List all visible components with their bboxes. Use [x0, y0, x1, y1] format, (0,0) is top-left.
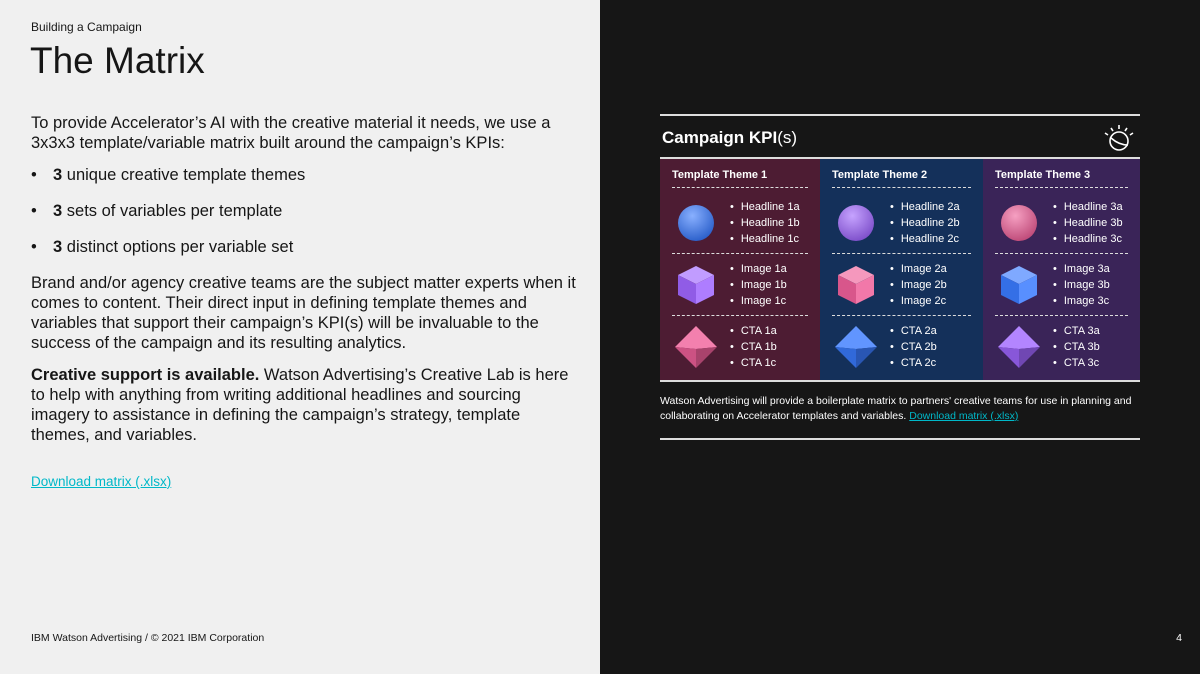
bullet-text: sets of variables per template — [62, 202, 283, 220]
note-text: Watson Advertising will provide a boilerplate matrix to partners' creative teams for use in planning and collaborating on Accelerator templates and variables. — [660, 395, 1132, 422]
variable-option: • Headline 1a — [730, 199, 800, 215]
watson-logo-icon — [1102, 123, 1136, 153]
variable-option: • Image 3c — [1053, 293, 1110, 309]
bullet-item — [31, 237, 576, 257]
cube-icon — [674, 263, 718, 307]
variable-option: • Headline 3a — [1053, 199, 1123, 215]
variable-options — [730, 261, 787, 309]
support-text: Watson Advertising’s Creative Lab is here to help with anything from writing additional headlines and sourcing imagery to assistance in defining the campaign’s strategy, template themes, and variables. — [31, 366, 569, 444]
variable-option: • Headline 2b — [890, 215, 960, 231]
variable-option: • Image 2a — [890, 261, 947, 277]
bullet-number: 3 — [53, 202, 63, 220]
variable-set — [832, 192, 971, 254]
variable-options — [1053, 323, 1100, 371]
sphere-icon — [834, 201, 878, 245]
variable-option: • CTA 1c — [730, 355, 777, 371]
diamond-icon — [674, 325, 718, 369]
card-title — [662, 128, 797, 148]
variable-option: • Headline 3b — [1053, 215, 1123, 231]
template-theme-column — [820, 159, 983, 380]
download-matrix-link[interactable]: Download matrix (.xlsx) — [31, 474, 172, 489]
variable-options — [1053, 199, 1123, 247]
bullet-number: 3 — [53, 166, 63, 184]
variable-option: • CTA 1b — [730, 339, 777, 355]
variable-set — [672, 192, 808, 254]
variable-option: • CTA 3c — [1053, 355, 1100, 371]
variable-option: • Headline 2a — [890, 199, 960, 215]
support-heading: Creative support is available. — [31, 366, 260, 384]
intro-text: To provide Accelerator’s AI with the creative material it needs, we use a 3x3x3 template/variable matrix built around the campaign’s KPIs: — [31, 114, 551, 152]
variable-option: • Image 1c — [730, 293, 787, 309]
note-download-link[interactable]: Download matrix (.xlsx) — [909, 410, 1019, 422]
matrix-columns — [660, 159, 1140, 380]
variable-option: • Headline 3c — [1053, 231, 1123, 247]
theme-title: Template Theme 3 — [995, 169, 1128, 188]
variable-option: • Headline 2c — [890, 231, 960, 247]
variable-option: • CTA 2b — [890, 339, 937, 355]
bullet-item — [31, 201, 576, 221]
variable-set — [995, 192, 1128, 254]
theme-title: Template Theme 1 — [672, 169, 808, 188]
bullet-item — [31, 165, 576, 185]
footer: IBM Watson Advertising / © 2021 IBM Corporation — [31, 632, 265, 644]
variable-options — [890, 199, 960, 247]
variable-options — [730, 323, 777, 371]
sphere-icon — [997, 201, 1041, 245]
variable-set — [995, 316, 1128, 378]
variable-option: • CTA 3a — [1053, 323, 1100, 339]
variable-option: • Image 3b — [1053, 277, 1110, 293]
diamond-icon — [834, 325, 878, 369]
page-title: The Matrix — [30, 40, 205, 81]
variable-option: • Image 3a — [1053, 261, 1110, 277]
variable-option: • Image 2b — [890, 277, 947, 293]
body-text — [31, 113, 576, 457]
variable-set — [832, 316, 971, 378]
variable-set — [672, 254, 808, 316]
variable-options — [890, 261, 947, 309]
bullet-number: 3 — [53, 238, 63, 256]
template-theme-column — [983, 159, 1140, 380]
divider — [660, 380, 1140, 382]
variable-option: • Image 2c — [890, 293, 947, 309]
campaign-kpi-card — [660, 114, 1140, 440]
matrix-note — [660, 394, 1140, 438]
variable-option: • CTA 2c — [890, 355, 937, 371]
theme-title: Template Theme 2 — [832, 169, 971, 188]
variable-options — [1053, 261, 1110, 309]
page-number: 4 — [1176, 632, 1182, 644]
sphere-icon — [674, 201, 718, 245]
variable-set — [832, 254, 971, 316]
bullet-text: unique creative template themes — [62, 166, 306, 184]
experts-paragraph: Brand and/or agency creative teams are the subject matter experts when it comes to content. Their direct input in defining template themes and variables that support their campaign’s KPI(s) will be invaluable to the success of the campaign and its resulting analytics. — [31, 274, 576, 352]
variable-option: • CTA 2a — [890, 323, 937, 339]
cube-icon — [834, 263, 878, 307]
card-title-rest: (s) — [777, 128, 798, 147]
right-panel — [600, 0, 1200, 674]
variable-set — [672, 316, 808, 378]
cube-icon — [997, 263, 1041, 307]
variable-option: • Headline 1b — [730, 215, 800, 231]
bullet-text: distinct options per variable set — [62, 238, 294, 256]
template-theme-column — [660, 159, 820, 380]
variable-option: • CTA 1a — [730, 323, 777, 339]
card-title-bold: Campaign KPI — [662, 128, 778, 147]
variable-option: • Headline 1c — [730, 231, 800, 247]
diamond-icon — [997, 325, 1041, 369]
variable-set — [995, 254, 1128, 316]
variable-option: • Image 1a — [730, 261, 787, 277]
support-paragraph — [31, 365, 576, 445]
bullet-list — [31, 165, 576, 257]
divider — [660, 438, 1140, 440]
variable-options — [730, 199, 800, 247]
variable-option: • CTA 3b — [1053, 339, 1100, 355]
eyebrow: Building a Campaign — [31, 20, 142, 34]
variable-option: • Image 1b — [730, 277, 787, 293]
variable-options — [890, 323, 937, 371]
